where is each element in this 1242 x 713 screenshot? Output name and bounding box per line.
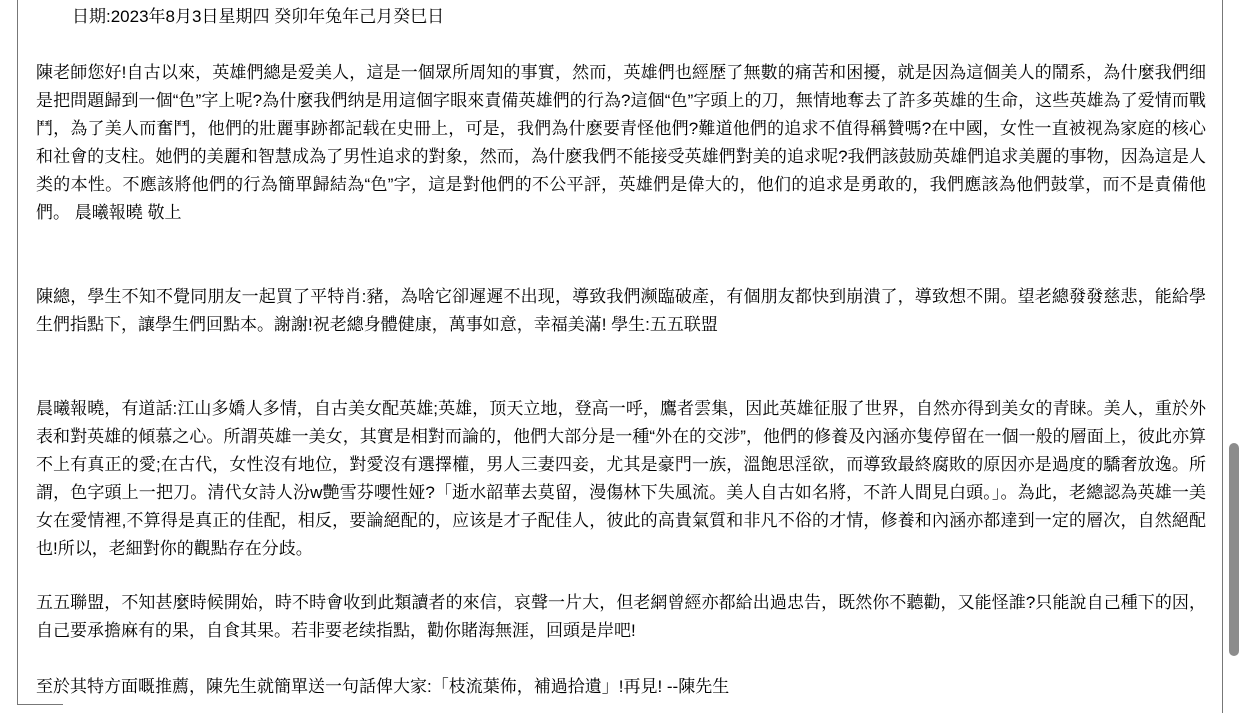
- letter-paragraph-reader-2: 陳總，學生不知不覺同朋友一起買了平特肖:豬，為啥它卻遲遲不出现，導致我們濒臨破產，有個朋友都快到崩潰了，導致想不開。望老總發發慈悲，能給學生們指點下，讓學生們回點本。謝謝!祝老總身體健康，萬事如意，幸福美滿! 學生:五五联盟: [36, 287, 1206, 334]
- date-line: 日期:2023年8月3日星期四 癸卯年兔年己月癸巳日: [72, 7, 445, 26]
- content-border-bottom: [17, 704, 63, 705]
- letter-paragraph-reader-1: 陳老師您好!自古以來，英雄們總是爱美人，這是一個眾所周知的事實，然而，英雄們也經歷了無數的痛苦和困擾，就是因為這個美人的鬧系，為什麼我們细是把問題歸到一個“色”字上呢?為什麼我們纳是用這個字眼來責備英雄們的行為?這個“色”字頭上的刀，無情地奪去了許多英雄的生命，这些英雄為了爱情而戰鬥，為了美人而奮鬥，他們的壯麗事跡都記载在史冊上，可是，我們為什麽要青怪他們?難道他們的追求不值得稱贊嗎?在中國，女性一直被视為家庭的核心和社會的支柱。她們的美麗和智慧成為了男性追求的對象，然而，為什麽我們不能接受英雄們對美的追求呢?我們該鼓励英雄們追求美麗的事物，因為這是人类的本性。不應該將他們的行為簡單歸結為“色”字，這是對他們的不公平評，英雄們是偉大的，他们的追求是勇敢的，我們應該為他們鼓掌，而不是責備他們。 晨曦報曉 敬上: [36, 63, 1206, 222]
- letter-paragraph-reply-2: 五五聯盟，不知甚麼時候開始，時不時會收到此類讀者的來信，哀聲一片大，但老網曾經亦都給出過忠告，既然你不聽勸，又能怪誰?只能說自己種下的因，自己要承擔麻有的果，自食其果。若非要老续指點，勸你賭海無涯，回頭是岸吧!: [36, 593, 1206, 640]
- content-border-right: [1222, 0, 1223, 713]
- letter-paragraph-signoff: 至於其特方面嘅推薦，陳先生就簡單送一句話俾大家:「枝流葉佈，補過拾遺」!再見! --陳先生: [36, 677, 730, 696]
- letter-paragraph-reply-1: 晨曦報曉，有道話:江山多嬌人多情，自古美女配英雄;英雄，顶天立地，登高一呼，鷹者雲集，因此英雄征服了世界，自然亦得到美女的青睐。美人，重於外表和對英雄的傾慕之心。所謂英雄一美女，其實是相對而論的，他們大部分是一種“外在的交涉”，他們的修養及內涵亦隻停留在一個一般的層面上，彼此亦算不上有真正的愛;在古代，女性沒有地位，對愛沒有選擇權，男人三妻四妾，尤其是豪門一族，溫飽思淫欲，而導致最終腐敗的原因亦是過度的驕奢放逸。所謂，色字頭上一把刀。清代女詩人汾w艷雪芬嚶性娅?「逝水韶華去莫留，漫傷林下失風流。美人自古如名將，不許人間見白頭。」。為此，老總認為英雄一美女在愛情裡,不算得是真正的佳配，相反，要論絕配的，应该是才子配佳人，彼此的高貴氣質和非凡不俗的才情，修養和內涵亦都達到一定的層次，自然絕配也!所以，老細對你的觀點存在分歧。: [36, 399, 1206, 558]
- scrollbar-thumb[interactable]: [1229, 443, 1239, 656]
- content-border-left: [17, 0, 18, 704]
